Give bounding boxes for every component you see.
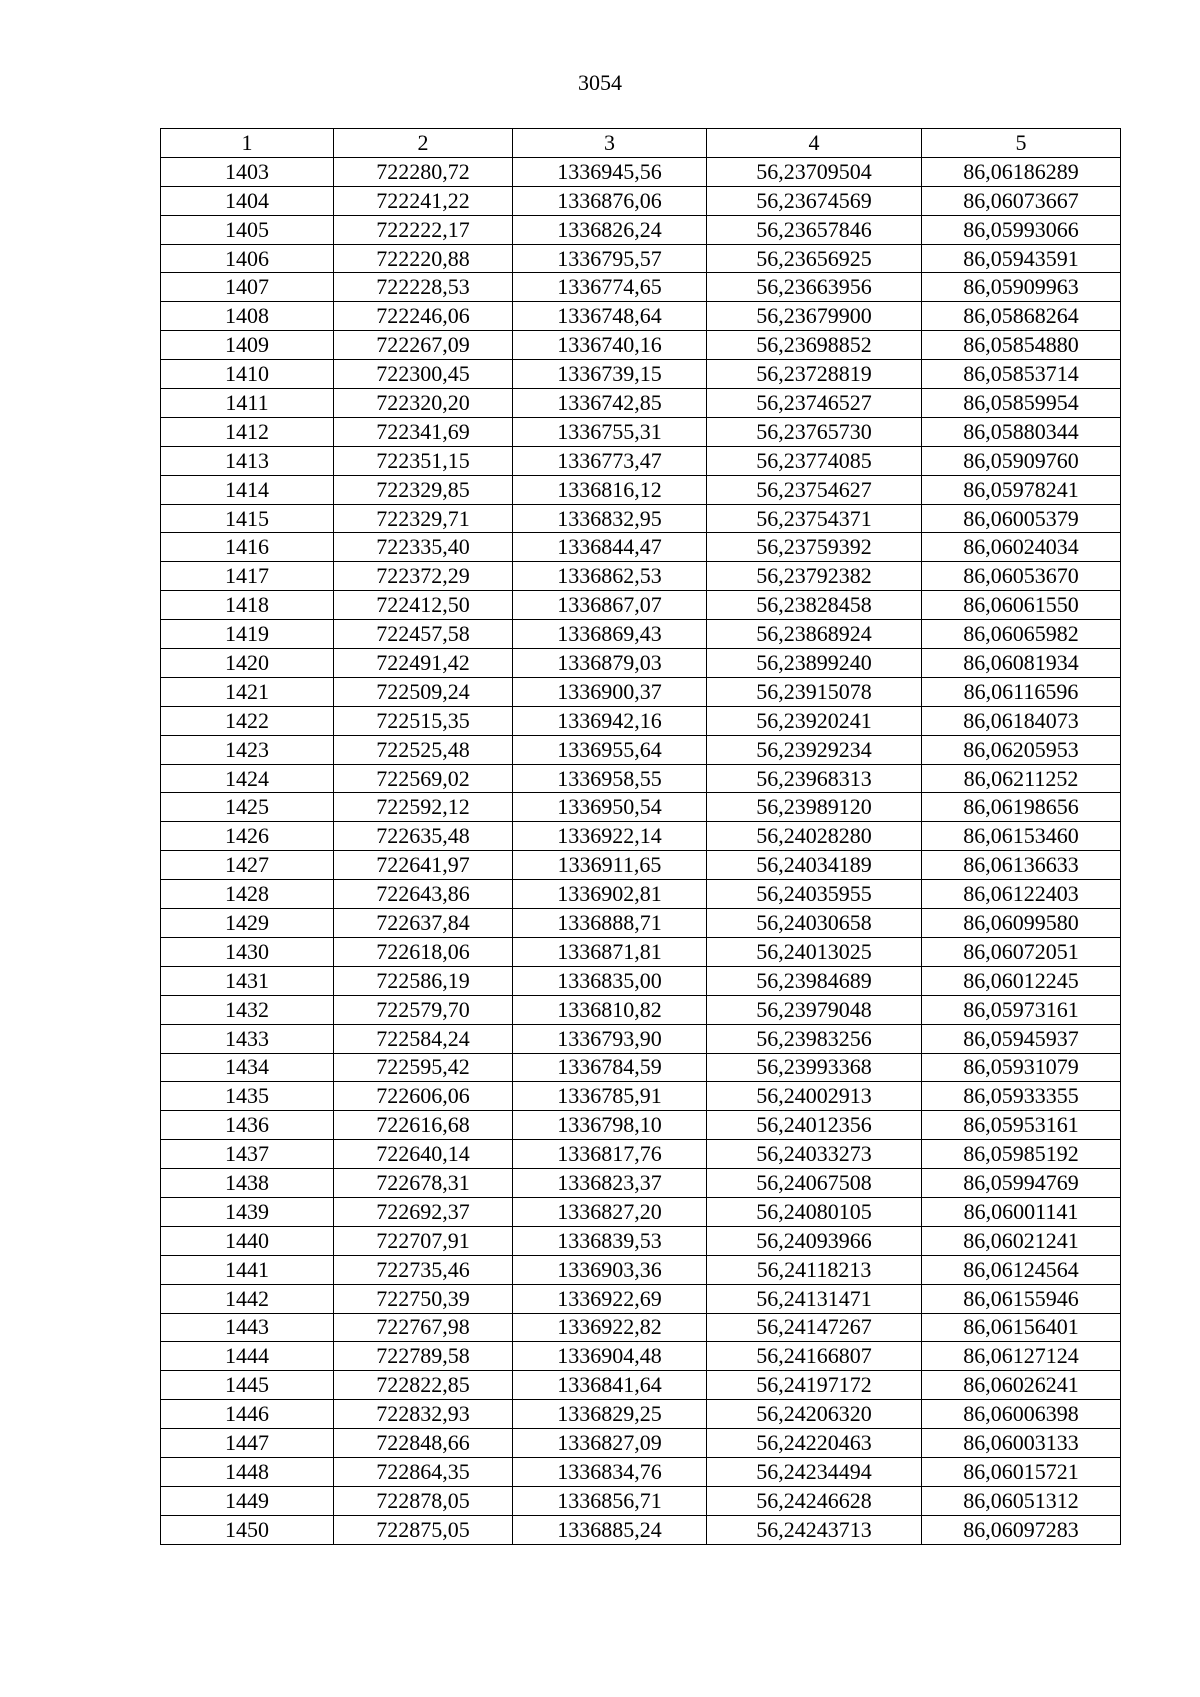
- cell-value-3: 1336888,71: [513, 909, 707, 938]
- cell-value-3: 1336911,65: [513, 851, 707, 880]
- table-row: [161, 822, 1121, 851]
- table-row: [161, 909, 1121, 938]
- cell-point-number: 1443: [161, 1313, 334, 1342]
- cell-value-4: 56,23698852: [707, 331, 922, 360]
- column-header-1: 1: [161, 129, 334, 158]
- cell-point-number: 1406: [161, 244, 334, 273]
- table-row: [161, 1457, 1121, 1486]
- cell-point-number: 1432: [161, 995, 334, 1024]
- cell-point-number: 1422: [161, 706, 334, 735]
- cell-value-4: 56,23792382: [707, 562, 922, 591]
- cell-value-4: 56,23657846: [707, 215, 922, 244]
- cell-value-5: 86,05931079: [922, 1053, 1121, 1082]
- cell-value-5: 86,06006398: [922, 1400, 1121, 1429]
- cell-value-5: 86,05953161: [922, 1111, 1121, 1140]
- table-row: [161, 995, 1121, 1024]
- cell-value-4: 56,24012356: [707, 1111, 922, 1140]
- cell-point-number: 1418: [161, 591, 334, 620]
- cell-point-number: 1447: [161, 1429, 334, 1458]
- cell-value-4: 56,24035955: [707, 880, 922, 909]
- cell-point-number: 1421: [161, 677, 334, 706]
- cell-point-number: 1420: [161, 649, 334, 678]
- cell-value-3: 1336827,20: [513, 1197, 707, 1226]
- cell-value-2: 722335,40: [334, 533, 513, 562]
- cell-value-4: 56,24243713: [707, 1515, 922, 1544]
- cell-value-5: 86,05854880: [922, 331, 1121, 360]
- cell-value-4: 56,23759392: [707, 533, 922, 562]
- cell-point-number: 1449: [161, 1486, 334, 1515]
- cell-value-2: 722586,19: [334, 966, 513, 995]
- cell-value-4: 56,23656925: [707, 244, 922, 273]
- cell-value-2: 722822,85: [334, 1371, 513, 1400]
- cell-value-5: 86,05973161: [922, 995, 1121, 1024]
- cell-value-2: 722267,09: [334, 331, 513, 360]
- cell-value-2: 722329,85: [334, 475, 513, 504]
- cell-point-number: 1426: [161, 822, 334, 851]
- cell-value-3: 1336817,76: [513, 1140, 707, 1169]
- cell-point-number: 1429: [161, 909, 334, 938]
- coordinates-table: [160, 128, 1121, 1545]
- cell-value-4: 56,23746527: [707, 389, 922, 418]
- cell-value-3: 1336785,91: [513, 1082, 707, 1111]
- cell-value-5: 86,06061550: [922, 591, 1121, 620]
- cell-point-number: 1405: [161, 215, 334, 244]
- cell-point-number: 1403: [161, 157, 334, 186]
- cell-value-5: 86,06136633: [922, 851, 1121, 880]
- cell-value-2: 722515,35: [334, 706, 513, 735]
- cell-point-number: 1441: [161, 1255, 334, 1284]
- table-header: [161, 129, 1121, 158]
- cell-value-2: 722832,93: [334, 1400, 513, 1429]
- cell-value-2: 722618,06: [334, 937, 513, 966]
- cell-value-3: 1336867,07: [513, 591, 707, 620]
- table-row: [161, 793, 1121, 822]
- table-row: [161, 1169, 1121, 1198]
- table-row: [161, 1111, 1121, 1140]
- cell-value-4: 56,24197172: [707, 1371, 922, 1400]
- cell-value-4: 56,24030658: [707, 909, 922, 938]
- cell-value-4: 56,23754627: [707, 475, 922, 504]
- cell-value-5: 86,06097283: [922, 1515, 1121, 1544]
- cell-value-4: 56,24067508: [707, 1169, 922, 1198]
- table-row: [161, 186, 1121, 215]
- cell-value-2: 722341,69: [334, 417, 513, 446]
- cell-value-2: 722351,15: [334, 446, 513, 475]
- cell-value-2: 722640,14: [334, 1140, 513, 1169]
- table-row: [161, 1197, 1121, 1226]
- cell-point-number: 1408: [161, 302, 334, 331]
- table-row: [161, 677, 1121, 706]
- table-row: [161, 1313, 1121, 1342]
- cell-value-5: 86,05868264: [922, 302, 1121, 331]
- cell-point-number: 1409: [161, 331, 334, 360]
- cell-value-3: 1336958,55: [513, 764, 707, 793]
- cell-value-5: 86,06156401: [922, 1313, 1121, 1342]
- table-row: [161, 360, 1121, 389]
- cell-value-3: 1336839,53: [513, 1226, 707, 1255]
- cell-point-number: 1436: [161, 1111, 334, 1140]
- cell-point-number: 1413: [161, 446, 334, 475]
- cell-point-number: 1423: [161, 735, 334, 764]
- table-row: [161, 475, 1121, 504]
- cell-value-5: 86,06026241: [922, 1371, 1121, 1400]
- cell-value-3: 1336829,25: [513, 1400, 707, 1429]
- table-row: [161, 1255, 1121, 1284]
- cell-value-2: 722412,50: [334, 591, 513, 620]
- table-row: [161, 389, 1121, 418]
- cell-value-3: 1336922,69: [513, 1284, 707, 1313]
- cell-value-4: 56,23709504: [707, 157, 922, 186]
- cell-value-3: 1336945,56: [513, 157, 707, 186]
- table-row: [161, 533, 1121, 562]
- cell-value-4: 56,24131471: [707, 1284, 922, 1313]
- cell-value-5: 86,06153460: [922, 822, 1121, 851]
- cell-value-3: 1336795,57: [513, 244, 707, 273]
- cell-value-3: 1336904,48: [513, 1342, 707, 1371]
- cell-point-number: 1440: [161, 1226, 334, 1255]
- cell-value-2: 722220,88: [334, 244, 513, 273]
- table-row: [161, 1053, 1121, 1082]
- cell-value-5: 86,06065982: [922, 620, 1121, 649]
- table-row: [161, 706, 1121, 735]
- cell-value-3: 1336816,12: [513, 475, 707, 504]
- cell-value-2: 722848,66: [334, 1429, 513, 1458]
- cell-value-4: 56,23765730: [707, 417, 922, 446]
- table-row: [161, 1342, 1121, 1371]
- cell-value-5: 86,06155946: [922, 1284, 1121, 1313]
- cell-value-5: 86,06015721: [922, 1457, 1121, 1486]
- cell-value-5: 86,06053670: [922, 562, 1121, 591]
- table-row: [161, 937, 1121, 966]
- cell-value-4: 56,23920241: [707, 706, 922, 735]
- cell-point-number: 1438: [161, 1169, 334, 1198]
- cell-value-5: 86,06211252: [922, 764, 1121, 793]
- cell-value-3: 1336748,64: [513, 302, 707, 331]
- table-row: [161, 1024, 1121, 1053]
- cell-value-4: 56,23993368: [707, 1053, 922, 1082]
- cell-value-2: 722643,86: [334, 880, 513, 909]
- cell-point-number: 1434: [161, 1053, 334, 1082]
- cell-point-number: 1433: [161, 1024, 334, 1053]
- table-row: [161, 302, 1121, 331]
- cell-value-2: 722641,97: [334, 851, 513, 880]
- cell-value-4: 56,23679900: [707, 302, 922, 331]
- table-row: [161, 1486, 1121, 1515]
- cell-value-3: 1336879,03: [513, 649, 707, 678]
- cell-value-5: 86,05978241: [922, 475, 1121, 504]
- cell-value-4: 56,24013025: [707, 937, 922, 966]
- cell-value-2: 722878,05: [334, 1486, 513, 1515]
- cell-point-number: 1430: [161, 937, 334, 966]
- table-row: [161, 764, 1121, 793]
- cell-value-4: 56,23968313: [707, 764, 922, 793]
- column-header-4: 4: [707, 129, 922, 158]
- cell-value-3: 1336774,65: [513, 273, 707, 302]
- cell-value-3: 1336834,76: [513, 1457, 707, 1486]
- cell-value-3: 1336856,71: [513, 1486, 707, 1515]
- cell-point-number: 1415: [161, 504, 334, 533]
- cell-value-2: 722222,17: [334, 215, 513, 244]
- cell-value-5: 86,05943591: [922, 244, 1121, 273]
- cell-value-2: 722637,84: [334, 909, 513, 938]
- table-row: [161, 1082, 1121, 1111]
- cell-value-3: 1336793,90: [513, 1024, 707, 1053]
- cell-value-4: 56,24080105: [707, 1197, 922, 1226]
- cell-value-4: 56,24220463: [707, 1429, 922, 1458]
- cell-value-5: 86,05994769: [922, 1169, 1121, 1198]
- cell-value-2: 722280,72: [334, 157, 513, 186]
- cell-value-3: 1336740,16: [513, 331, 707, 360]
- cell-value-4: 56,24206320: [707, 1400, 922, 1429]
- cell-value-2: 722595,42: [334, 1053, 513, 1082]
- cell-value-4: 56,24093966: [707, 1226, 922, 1255]
- cell-value-4: 56,23983256: [707, 1024, 922, 1053]
- cell-value-2: 722707,91: [334, 1226, 513, 1255]
- table-header-row: [161, 129, 1121, 158]
- cell-value-5: 86,05859954: [922, 389, 1121, 418]
- table-row: [161, 1515, 1121, 1544]
- cell-value-5: 86,06012245: [922, 966, 1121, 995]
- cell-value-3: 1336826,24: [513, 215, 707, 244]
- cell-value-3: 1336922,14: [513, 822, 707, 851]
- cell-value-3: 1336942,16: [513, 706, 707, 735]
- cell-value-5: 86,06081934: [922, 649, 1121, 678]
- table-row: [161, 1226, 1121, 1255]
- cell-point-number: 1445: [161, 1371, 334, 1400]
- cell-value-4: 56,24118213: [707, 1255, 922, 1284]
- cell-point-number: 1425: [161, 793, 334, 822]
- cell-value-4: 56,24028280: [707, 822, 922, 851]
- cell-point-number: 1442: [161, 1284, 334, 1313]
- cell-value-5: 86,05880344: [922, 417, 1121, 446]
- table-row: [161, 331, 1121, 360]
- cell-point-number: 1411: [161, 389, 334, 418]
- cell-point-number: 1450: [161, 1515, 334, 1544]
- cell-point-number: 1424: [161, 764, 334, 793]
- cell-value-2: 722372,29: [334, 562, 513, 591]
- cell-value-4: 56,24033273: [707, 1140, 922, 1169]
- column-header-5: 5: [922, 129, 1121, 158]
- cell-value-3: 1336798,10: [513, 1111, 707, 1140]
- cell-value-4: 56,23674569: [707, 186, 922, 215]
- cell-point-number: 1427: [161, 851, 334, 880]
- cell-point-number: 1428: [161, 880, 334, 909]
- cell-value-4: 56,23989120: [707, 793, 922, 822]
- cell-value-2: 722789,58: [334, 1342, 513, 1371]
- table-row: [161, 157, 1121, 186]
- cell-value-3: 1336827,09: [513, 1429, 707, 1458]
- table-row: [161, 215, 1121, 244]
- cell-value-5: 86,05933355: [922, 1082, 1121, 1111]
- cell-value-3: 1336955,64: [513, 735, 707, 764]
- table-row: [161, 1400, 1121, 1429]
- cell-value-5: 86,06003133: [922, 1429, 1121, 1458]
- table-row: [161, 851, 1121, 880]
- table-row: [161, 273, 1121, 302]
- table-row: [161, 244, 1121, 273]
- cell-value-3: 1336922,82: [513, 1313, 707, 1342]
- cell-value-2: 722300,45: [334, 360, 513, 389]
- table-body: [161, 157, 1121, 1544]
- table-row: [161, 966, 1121, 995]
- table-row: [161, 591, 1121, 620]
- cell-point-number: 1431: [161, 966, 334, 995]
- table-row: [161, 504, 1121, 533]
- cell-value-2: 722606,06: [334, 1082, 513, 1111]
- table-row: [161, 735, 1121, 764]
- cell-value-5: 86,06122403: [922, 880, 1121, 909]
- cell-value-4: 56,24246628: [707, 1486, 922, 1515]
- cell-point-number: 1410: [161, 360, 334, 389]
- cell-value-5: 86,06001141: [922, 1197, 1121, 1226]
- cell-value-4: 56,23915078: [707, 677, 922, 706]
- cell-value-2: 722616,68: [334, 1111, 513, 1140]
- cell-value-5: 86,06184073: [922, 706, 1121, 735]
- cell-value-3: 1336832,95: [513, 504, 707, 533]
- cell-value-2: 722228,53: [334, 273, 513, 302]
- column-header-3: 3: [513, 129, 707, 158]
- cell-value-5: 86,06124564: [922, 1255, 1121, 1284]
- cell-value-2: 722457,58: [334, 620, 513, 649]
- cell-value-3: 1336742,85: [513, 389, 707, 418]
- cell-point-number: 1448: [161, 1457, 334, 1486]
- cell-value-3: 1336844,47: [513, 533, 707, 562]
- column-header-2: 2: [334, 129, 513, 158]
- cell-value-5: 86,06099580: [922, 909, 1121, 938]
- cell-value-2: 722635,48: [334, 822, 513, 851]
- cell-value-4: 56,24034189: [707, 851, 922, 880]
- cell-value-2: 722241,22: [334, 186, 513, 215]
- cell-value-5: 86,06205953: [922, 735, 1121, 764]
- cell-value-4: 56,23728819: [707, 360, 922, 389]
- cell-value-4: 56,23828458: [707, 591, 922, 620]
- cell-value-2: 722491,42: [334, 649, 513, 678]
- cell-point-number: 1412: [161, 417, 334, 446]
- cell-point-number: 1435: [161, 1082, 334, 1111]
- page-number: 3054: [578, 70, 622, 95]
- cell-value-5: 86,06005379: [922, 504, 1121, 533]
- cell-value-4: 56,23774085: [707, 446, 922, 475]
- table-row: [161, 880, 1121, 909]
- cell-value-5: 86,06127124: [922, 1342, 1121, 1371]
- table-row: [161, 1284, 1121, 1313]
- cell-value-3: 1336950,54: [513, 793, 707, 822]
- cell-value-5: 86,06072051: [922, 937, 1121, 966]
- cell-value-5: 86,05993066: [922, 215, 1121, 244]
- cell-point-number: 1419: [161, 620, 334, 649]
- cell-value-5: 86,05909760: [922, 446, 1121, 475]
- cell-value-3: 1336876,06: [513, 186, 707, 215]
- cell-value-2: 722329,71: [334, 504, 513, 533]
- cell-value-2: 722678,31: [334, 1169, 513, 1198]
- table-row: [161, 417, 1121, 446]
- cell-value-2: 722767,98: [334, 1313, 513, 1342]
- cell-value-2: 722320,20: [334, 389, 513, 418]
- cell-value-2: 722735,46: [334, 1255, 513, 1284]
- cell-value-2: 722569,02: [334, 764, 513, 793]
- cell-value-3: 1336739,15: [513, 360, 707, 389]
- cell-value-2: 722864,35: [334, 1457, 513, 1486]
- table-row: [161, 620, 1121, 649]
- cell-value-5: 86,05853714: [922, 360, 1121, 389]
- cell-value-5: 86,06198656: [922, 793, 1121, 822]
- cell-value-2: 722692,37: [334, 1197, 513, 1226]
- cell-point-number: 1439: [161, 1197, 334, 1226]
- cell-value-4: 56,23899240: [707, 649, 922, 678]
- cell-value-2: 722579,70: [334, 995, 513, 1024]
- cell-value-3: 1336869,43: [513, 620, 707, 649]
- cell-value-3: 1336773,47: [513, 446, 707, 475]
- cell-value-5: 86,06021241: [922, 1226, 1121, 1255]
- cell-value-3: 1336885,24: [513, 1515, 707, 1544]
- cell-value-5: 86,06024034: [922, 533, 1121, 562]
- cell-value-4: 56,23663956: [707, 273, 922, 302]
- cell-value-3: 1336835,00: [513, 966, 707, 995]
- cell-value-2: 722592,12: [334, 793, 513, 822]
- cell-point-number: 1437: [161, 1140, 334, 1169]
- cell-value-4: 56,24147267: [707, 1313, 922, 1342]
- cell-value-5: 86,06186289: [922, 157, 1121, 186]
- table-row: [161, 1371, 1121, 1400]
- cell-point-number: 1417: [161, 562, 334, 591]
- cell-value-2: 722525,48: [334, 735, 513, 764]
- cell-point-number: 1407: [161, 273, 334, 302]
- cell-value-3: 1336841,64: [513, 1371, 707, 1400]
- cell-value-3: 1336903,36: [513, 1255, 707, 1284]
- cell-value-5: 86,06073667: [922, 186, 1121, 215]
- cell-value-4: 56,23984689: [707, 966, 922, 995]
- table-row: [161, 1140, 1121, 1169]
- table-row: [161, 562, 1121, 591]
- cell-value-4: 56,24002913: [707, 1082, 922, 1111]
- cell-value-2: 722584,24: [334, 1024, 513, 1053]
- cell-value-2: 722509,24: [334, 677, 513, 706]
- cell-value-4: 56,23979048: [707, 995, 922, 1024]
- cell-value-3: 1336902,81: [513, 880, 707, 909]
- cell-value-4: 56,23868924: [707, 620, 922, 649]
- cell-point-number: 1414: [161, 475, 334, 504]
- cell-value-2: 722750,39: [334, 1284, 513, 1313]
- cell-value-2: 722246,06: [334, 302, 513, 331]
- cell-point-number: 1446: [161, 1400, 334, 1429]
- cell-value-3: 1336784,59: [513, 1053, 707, 1082]
- table-row: [161, 446, 1121, 475]
- cell-value-5: 86,06116596: [922, 677, 1121, 706]
- cell-value-4: 56,23929234: [707, 735, 922, 764]
- cell-value-4: 56,24166807: [707, 1342, 922, 1371]
- cell-value-3: 1336755,31: [513, 417, 707, 446]
- cell-value-5: 86,06051312: [922, 1486, 1121, 1515]
- cell-value-5: 86,05909963: [922, 273, 1121, 302]
- cell-value-5: 86,05985192: [922, 1140, 1121, 1169]
- table-row: [161, 649, 1121, 678]
- cell-point-number: 1416: [161, 533, 334, 562]
- cell-value-3: 1336823,37: [513, 1169, 707, 1198]
- cell-value-2: 722875,05: [334, 1515, 513, 1544]
- cell-value-3: 1336810,82: [513, 995, 707, 1024]
- cell-point-number: 1444: [161, 1342, 334, 1371]
- cell-value-3: 1336900,37: [513, 677, 707, 706]
- cell-value-3: 1336871,81: [513, 937, 707, 966]
- cell-point-number: 1404: [161, 186, 334, 215]
- cell-value-5: 86,05945937: [922, 1024, 1121, 1053]
- cell-value-4: 56,24234494: [707, 1457, 922, 1486]
- table-row: [161, 1429, 1121, 1458]
- cell-value-4: 56,23754371: [707, 504, 922, 533]
- cell-value-3: 1336862,53: [513, 562, 707, 591]
